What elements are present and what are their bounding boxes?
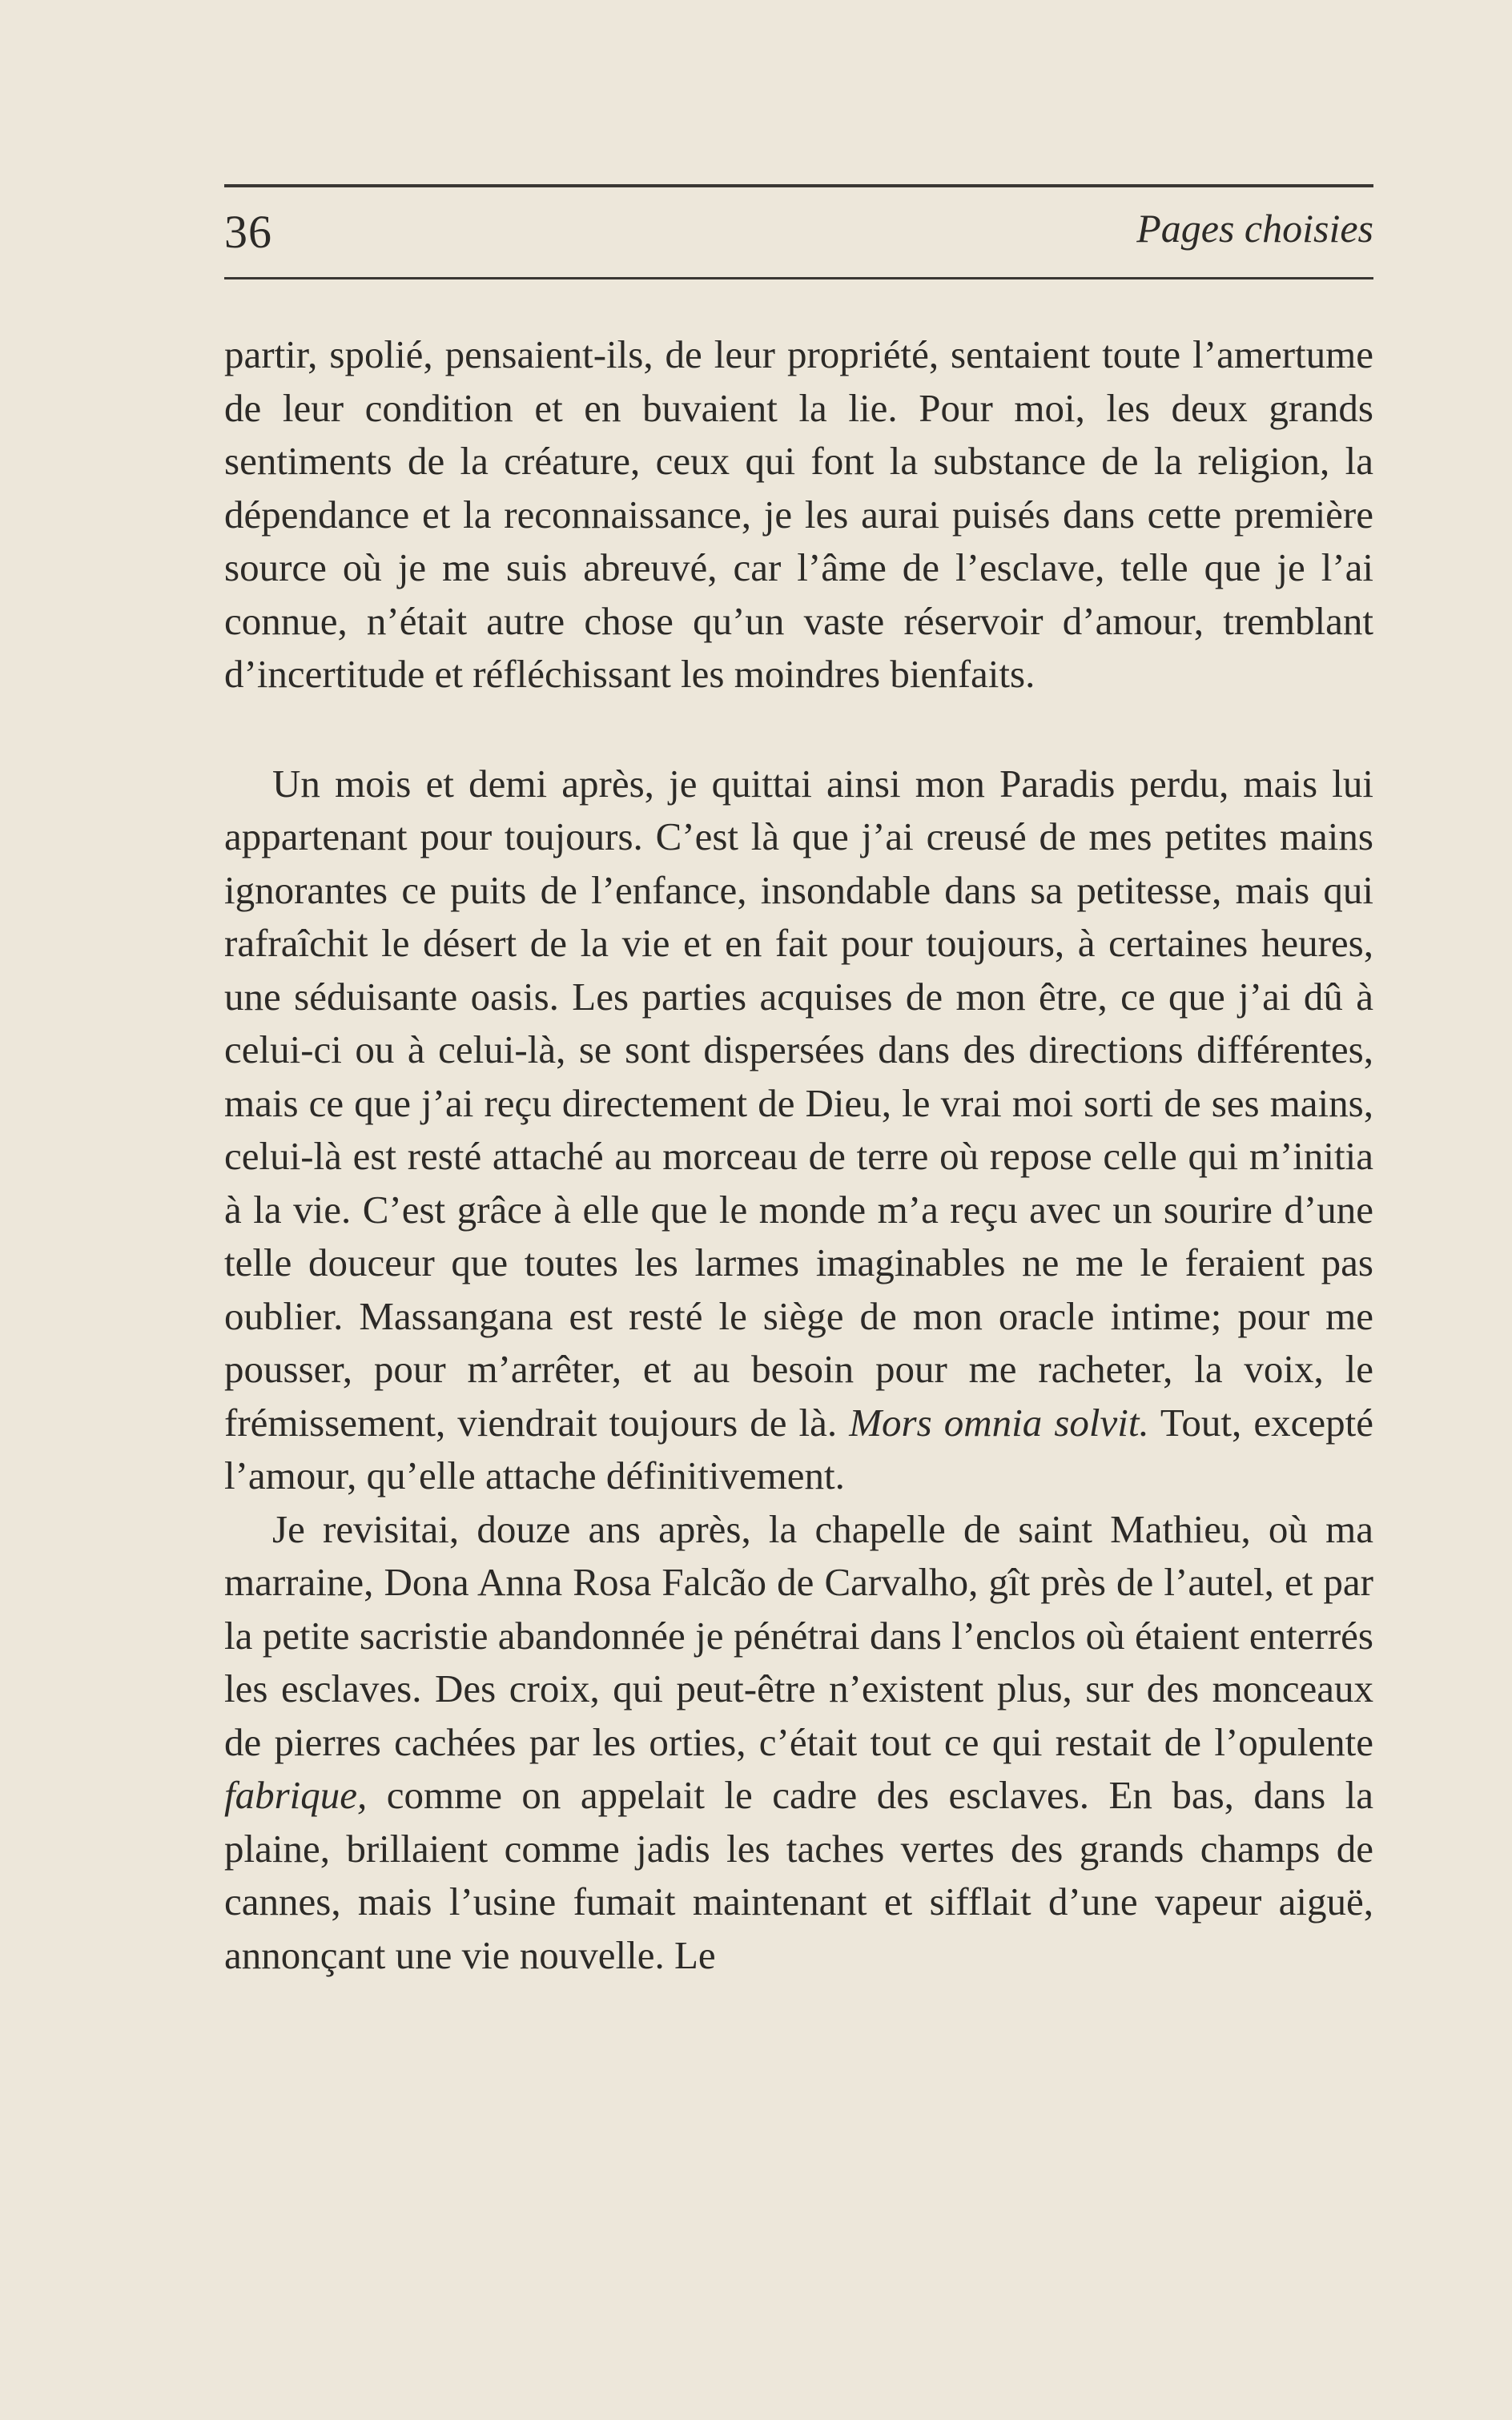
paragraph-3 <box>224 1503 1373 1983</box>
paragraph-1 <box>224 328 1373 701</box>
running-title: Pages choisies <box>1136 206 1373 251</box>
paragraph-2-text-after: Tout, excepté l’amour, qu’elle attache définitivement. <box>224 1400 1373 1497</box>
paragraph-2 <box>224 758 1373 1503</box>
header-top-rule <box>224 184 1373 187</box>
paragraph-3-italic-term: fabrique, <box>224 1773 368 1817</box>
page-number: 36 <box>224 206 272 258</box>
paragraph-3-text-before: Je revisitai, douze ans après, la chapelle de saint Mathieu, où ma marraine, Dona Anna Rosa Falcão de Carvalho, gît près de l’autel, et par la petite sacristie abandonnée je pénétrai dans l’enclos où étaient enterrés les esclaves. Des croix, qui peut-être n’existent plus, sur des monceaux de pierres cachées par les orties, c’était tout ce qui restait de l’opulente <box>224 1506 1373 1764</box>
page-header <box>224 200 1373 272</box>
paragraph-2-latin-quote: Mors omnia solvit. <box>849 1400 1149 1445</box>
paragraph-2-text-before: Un mois et demi après, je quittai ainsi mon Paradis perdu, mais lui appartenant pour toujours. C’est là que j’ai creusé de mes petites mains ignorantes ce puits de l’enfance, insondable dans sa petitesse, mais qui rafraîchit le désert de la vie et en fait pour toujours, à certaines heures, une séduisante oasis. Les parties acquises de mon être, ce que j’ai dû à celui-ci ou à celui-là, se sont dispersées dans des directions différentes, mais ce que j’ai reçu directement de Dieu, le vrai moi sorti de ses mains, celui-là est resté attaché au morceau de terre où repose celle qui m’initia à la vie. C’est grâce à elle que le monde m’a reçu avec un sourire d’une telle douceur que toutes les larmes imaginables ne me le feraient pas oublier. Massangana est resté le siège de mon oracle intime; pour me pousser, pour m’arrêter, et au besoin pour me racheter, la voix, le frémissement, viendrait toujours de là. <box>224 761 1373 1445</box>
body-text <box>224 328 1373 1982</box>
paragraph-1-text: partir, spolié, pensaient-ils, de leur propriété, sentaient toute l’amertume de leur condition et en buvaient la lie. Pour moi, les deux grands sentiments de la créature, ceux qui font la substance de la religion, la dépendance et la reconnaissance, je les aurai puisés dans cette première source où je me suis abreuvé, car l’âme de l’esclave, telle que je l’ai connue, n’était autre chose qu’un vaste réservoir d’amour, tremblant d’incertitude et réfléchissant les moindres bienfaits. <box>224 332 1373 696</box>
paragraph-3-text-after: comme on appelait le cadre des esclaves. En bas, dans la plaine, brillaient comme jadis les taches vertes des grands champs de cannes, mais l’usine fumait maintenant et sifflait d’une vapeur aiguë, annonçant une vie nouvelle. Le <box>224 1773 1373 1977</box>
header-bottom-rule <box>224 277 1373 279</box>
